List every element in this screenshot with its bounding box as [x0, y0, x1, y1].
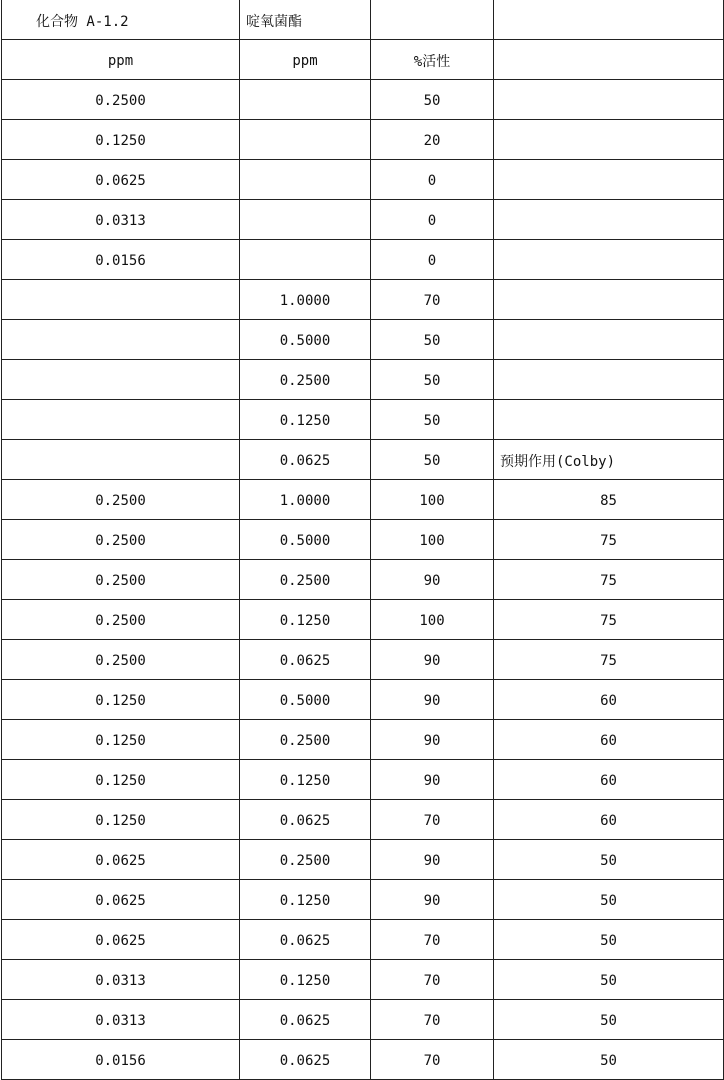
partner-ppm-cell: 0.1250: [240, 600, 371, 640]
expected-cell: 85: [494, 480, 724, 520]
table-row: [2, 720, 724, 760]
activity-cell: 0: [371, 200, 494, 240]
table-row: [2, 640, 724, 680]
partner-ppm-cell: 0.0625: [240, 1040, 371, 1080]
activity-table: [1, 0, 724, 1080]
activity-cell: 50: [371, 400, 494, 440]
partner-ppm-cell: 0.1250: [240, 760, 371, 800]
expected-cell: 75: [494, 560, 724, 600]
expected-cell: [494, 320, 724, 360]
compound-ppm-cell: 0.0625: [2, 880, 240, 920]
expected-cell: 75: [494, 640, 724, 680]
activity-cell: 70: [371, 1040, 494, 1080]
activity-cell: 90: [371, 880, 494, 920]
activity-cell: 100: [371, 600, 494, 640]
table-row: [2, 1000, 724, 1040]
compound-ppm-cell: 0.2500: [2, 600, 240, 640]
table-row: [2, 760, 724, 800]
compound-header: 化合物 A-1.2: [2, 0, 240, 40]
compound-ppm-cell: 0.0625: [2, 160, 240, 200]
table-row: [2, 920, 724, 960]
activity-cell: 0: [371, 160, 494, 200]
table-row: [2, 880, 724, 920]
compound-ppm-cell: 0.2500: [2, 80, 240, 120]
partner-ppm-cell: 0.1250: [240, 960, 371, 1000]
activity-cell: 90: [371, 760, 494, 800]
compound-ppm-cell: 0.1250: [2, 800, 240, 840]
partner-ppm-cell: 0.1250: [240, 400, 371, 440]
activity-cell: 90: [371, 720, 494, 760]
table-row: [2, 120, 724, 160]
partner-ppm-cell: 1.0000: [240, 280, 371, 320]
expected-cell: 60: [494, 680, 724, 720]
table-row: [2, 240, 724, 280]
partner-ppm-cell: 0.0625: [240, 920, 371, 960]
partner-ppm-cell: [240, 80, 371, 120]
expected-cell: [494, 240, 724, 280]
table-row: [2, 960, 724, 1000]
partner-ppm-cell: 0.2500: [240, 720, 371, 760]
activity-cell: 50: [371, 320, 494, 360]
table-row: [2, 160, 724, 200]
expected-cell: 50: [494, 960, 724, 1000]
activity-header: %活性: [371, 40, 494, 80]
compound-ppm-cell: [2, 320, 240, 360]
compound-ppm-cell: 0.1250: [2, 760, 240, 800]
activity-cell: 20: [371, 120, 494, 160]
compound-ppm-cell: [2, 360, 240, 400]
activity-cell: 90: [371, 680, 494, 720]
compound-unit: ppm: [2, 40, 240, 80]
table-row: [2, 1040, 724, 1080]
activity-cell: 50: [371, 80, 494, 120]
table-row: [2, 480, 724, 520]
partner-ppm-cell: 0.5000: [240, 680, 371, 720]
activity-cell: 100: [371, 520, 494, 560]
expected-cell: [494, 360, 724, 400]
compound-ppm-cell: 0.2500: [2, 560, 240, 600]
compound-ppm-cell: 0.0625: [2, 920, 240, 960]
partner-ppm-cell: 1.0000: [240, 480, 371, 520]
expected-cell: [494, 120, 724, 160]
compound-ppm-cell: 0.2500: [2, 640, 240, 680]
table-row: [2, 800, 724, 840]
compound-ppm-cell: 0.1250: [2, 680, 240, 720]
expected-cell: 50: [494, 880, 724, 920]
empty-header-cell: [371, 0, 494, 40]
expected-cell: 60: [494, 800, 724, 840]
compound-ppm-cell: 0.0313: [2, 200, 240, 240]
partner-ppm-cell: 0.2500: [240, 360, 371, 400]
partner-ppm-cell: [240, 120, 371, 160]
partner-header: 啶氧菌酯: [240, 0, 371, 40]
table-row: [2, 600, 724, 640]
table-row: [2, 360, 724, 400]
compound-ppm-cell: [2, 400, 240, 440]
partner-ppm-cell: 0.2500: [240, 560, 371, 600]
table-row: [2, 680, 724, 720]
activity-cell: 70: [371, 920, 494, 960]
expected-cell: 75: [494, 520, 724, 560]
table-row: [2, 520, 724, 560]
compound-ppm-cell: 0.0156: [2, 1040, 240, 1080]
empty-header-cell: [494, 40, 724, 80]
partner-ppm-cell: 0.0625: [240, 800, 371, 840]
partner-ppm-cell: 0.0625: [240, 1000, 371, 1040]
activity-cell: 50: [371, 440, 494, 480]
table-row: [2, 320, 724, 360]
compound-ppm-cell: 0.0313: [2, 960, 240, 1000]
table-row: [2, 280, 724, 320]
activity-cell: 0: [371, 240, 494, 280]
activity-cell: 90: [371, 840, 494, 880]
partner-ppm-cell: [240, 160, 371, 200]
activity-cell: 70: [371, 280, 494, 320]
table-row: [2, 440, 724, 480]
table-row: [2, 840, 724, 880]
partner-ppm-cell: [240, 200, 371, 240]
expected-cell: 75: [494, 600, 724, 640]
compound-ppm-cell: 0.2500: [2, 480, 240, 520]
partner-unit: ppm: [240, 40, 371, 80]
partner-ppm-cell: 0.2500: [240, 840, 371, 880]
partner-ppm-cell: 0.1250: [240, 880, 371, 920]
activity-cell: 70: [371, 1000, 494, 1040]
expected-cell: [494, 80, 724, 120]
partner-ppm-cell: 0.5000: [240, 520, 371, 560]
compound-ppm-cell: 0.1250: [2, 120, 240, 160]
expected-cell: [494, 160, 724, 200]
header-row-units: [2, 40, 724, 80]
compound-ppm-cell: [2, 440, 240, 480]
compound-ppm-cell: 0.1250: [2, 720, 240, 760]
compound-ppm-cell: 0.0156: [2, 240, 240, 280]
partner-ppm-cell: 0.0625: [240, 640, 371, 680]
expected-cell: 50: [494, 840, 724, 880]
expected-header: 预期作用(Colby): [494, 440, 724, 480]
compound-ppm-cell: [2, 280, 240, 320]
compound-ppm-cell: 0.2500: [2, 520, 240, 560]
table-row: [2, 80, 724, 120]
expected-cell: [494, 280, 724, 320]
expected-cell: 50: [494, 1000, 724, 1040]
compound-ppm-cell: 0.0313: [2, 1000, 240, 1040]
expected-cell: 60: [494, 720, 724, 760]
expected-cell: [494, 400, 724, 440]
header-row-names: [2, 0, 724, 40]
activity-cell: 90: [371, 560, 494, 600]
expected-cell: 50: [494, 1040, 724, 1080]
activity-cell: 90: [371, 640, 494, 680]
empty-header-cell: [494, 0, 724, 40]
activity-cell: 70: [371, 960, 494, 1000]
expected-cell: 60: [494, 760, 724, 800]
activity-cell: 100: [371, 480, 494, 520]
table-row: [2, 200, 724, 240]
partner-ppm-cell: 0.0625: [240, 440, 371, 480]
partner-ppm-cell: [240, 240, 371, 280]
table-row: [2, 400, 724, 440]
expected-cell: [494, 200, 724, 240]
partner-ppm-cell: 0.5000: [240, 320, 371, 360]
activity-cell: 50: [371, 360, 494, 400]
activity-cell: 70: [371, 800, 494, 840]
table-row: [2, 560, 724, 600]
expected-cell: 50: [494, 920, 724, 960]
compound-ppm-cell: 0.0625: [2, 840, 240, 880]
